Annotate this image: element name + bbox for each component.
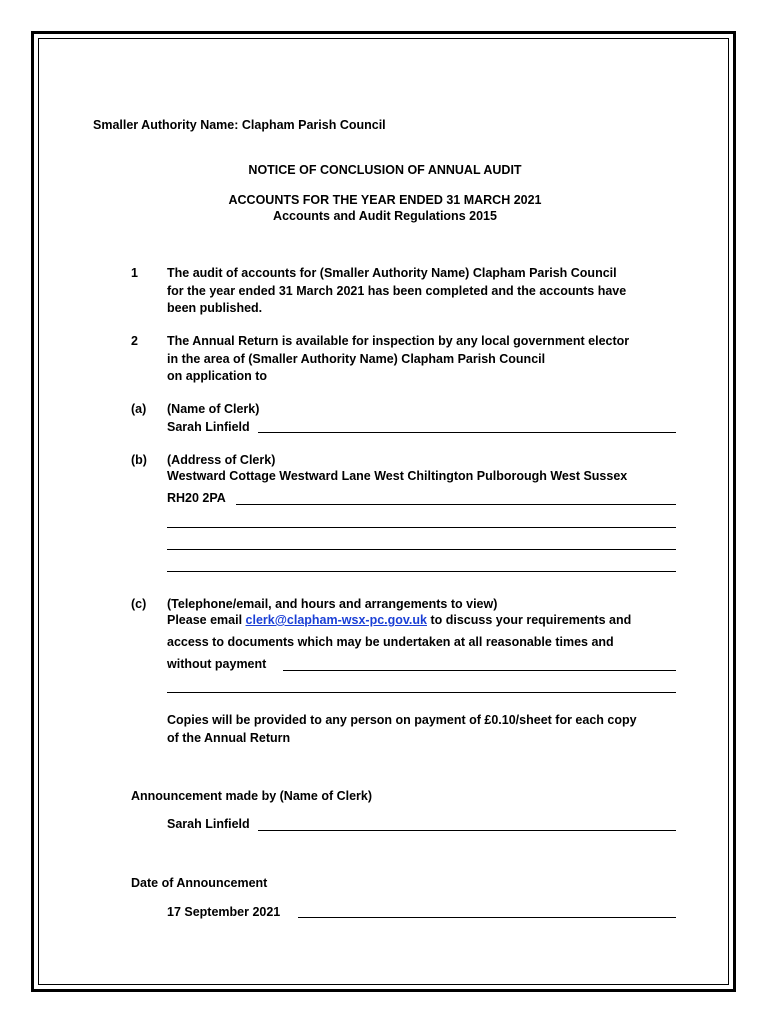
contact-pre-text: Please email — [167, 613, 246, 627]
label-b: (b) — [131, 453, 147, 467]
address-rule-2 — [167, 527, 676, 528]
address-rule-4 — [167, 571, 676, 572]
item-1-line-3: been published. — [167, 301, 263, 315]
item-1-number: 1 — [131, 266, 138, 280]
clerk-email-link[interactable]: clerk@clapham-wsx-pc.gov.uk — [245, 613, 427, 627]
item-2-line-3: on application to — [167, 369, 267, 383]
page-border-inner — [38, 38, 729, 985]
authority-name: Smaller Authority Name: Clapham Parish Council — [93, 118, 386, 132]
contact-line-2: access to documents which may be undertaken at all reasonable times and — [167, 635, 614, 649]
clerk-heading: (Name of Clerk) — [167, 402, 260, 416]
address-rule-3 — [167, 549, 676, 550]
announcement-label: Announcement made by (Name of Clerk) — [131, 789, 373, 803]
accounts-subtitle: ACCOUNTS FOR THE YEAR ENDED 31 MARCH 2021 — [228, 193, 542, 207]
item-2-line-1: The Annual Return is available for inspection by any local government elector — [167, 334, 630, 348]
copies-line-1: Copies will be provided to any person on payment of £0.10/sheet for each copy — [167, 713, 637, 727]
contact-post-text: to discuss your requirements and — [427, 613, 632, 627]
item-2-line-2: in the area of (Smaller Authority Name) Clapham Parish Council — [167, 352, 546, 366]
copies-line-2: of the Annual Return — [167, 731, 291, 745]
date-rule — [298, 917, 676, 918]
contact-rule-2 — [167, 692, 676, 693]
contact-line-3: without payment — [167, 657, 267, 671]
date-label: Date of Announcement — [131, 876, 268, 890]
notice-title: NOTICE OF CONCLUSION OF ANNUAL AUDIT — [248, 163, 522, 177]
address-line-1: Westward Cottage Westward Lane West Chiltington Pulborough West Sussex — [167, 469, 628, 483]
item-1-line-2: for the year ended 31 March 2021 has been completed and the accounts have — [167, 284, 627, 298]
announcement-name: Sarah Linfield — [167, 817, 250, 831]
label-c: (c) — [131, 597, 147, 611]
contact-rule-1 — [283, 670, 676, 671]
contact-line-1 — [167, 612, 631, 628]
regulations-subtitle: Accounts and Audit Regulations 2015 — [273, 209, 497, 223]
clerk-name: Sarah Linfield — [167, 420, 250, 434]
item-2-number: 2 — [131, 334, 138, 348]
label-a: (a) — [131, 402, 147, 416]
address-heading: (Address of Clerk) — [167, 453, 276, 467]
announcement-rule — [258, 830, 676, 831]
clerk-name-rule — [258, 432, 676, 433]
date-value: 17 September 2021 — [167, 905, 281, 919]
address-rule-1 — [236, 504, 676, 505]
address-line-2: RH20 2PA — [167, 491, 226, 505]
contact-heading: (Telephone/email, and hours and arrangements to view) — [167, 597, 498, 611]
item-1-line-1: The audit of accounts for (Smaller Authority Name) Clapham Parish Council — [167, 266, 617, 280]
